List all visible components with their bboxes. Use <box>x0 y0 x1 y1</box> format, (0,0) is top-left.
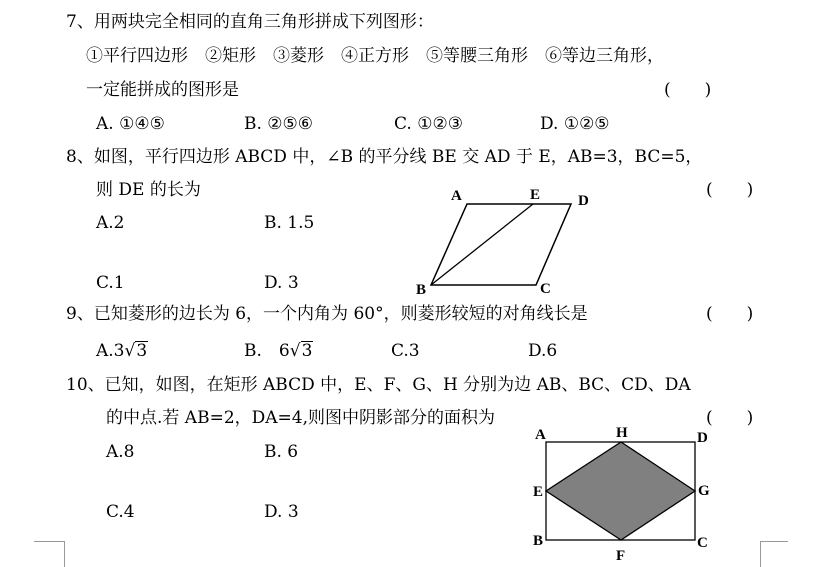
q7-stem: 7、用两块完全相同的直角三角形拼成下列图形： <box>66 12 434 32</box>
q8-option-a: A.2 <box>96 213 125 233</box>
q10-answer-paren: ( ) <box>706 408 754 428</box>
q10-label-h: H <box>616 425 628 441</box>
q9-option-b-prefix: B. 6 <box>244 341 290 361</box>
q9-stem: 9、已知菱形的边长为 6，一个内角为 60°，则菱形较短的对角线长是 <box>66 304 588 324</box>
q8-stem: 8、如图，平行四边形 ABCD 中，∠B 的平分线 BE 交 AD 于 E，AB=3，BC=5， <box>66 147 703 167</box>
page-corner-mark-right <box>760 541 789 567</box>
q7-option-a: A. ①④⑤ <box>96 114 165 134</box>
q8-label-a: A <box>451 188 462 204</box>
q10-stem: 10、已知，如图，在矩形 ABCD 中，E、F、G、H 分别为边 AB、BC、CD、DA <box>66 375 691 395</box>
shaded-rhombus-efgh <box>546 442 695 540</box>
q8-label-e: E <box>530 187 541 203</box>
q10-label-b: B <box>533 533 544 549</box>
q10-option-a: A.8 <box>106 442 135 462</box>
q8-label-d: D <box>578 193 589 209</box>
q9-answer-paren: ( ) <box>706 304 754 324</box>
q9-option-b-radicand: 3 <box>301 341 313 361</box>
page-corner-mark-right-top <box>760 541 788 542</box>
q8-label-c: C <box>540 281 551 297</box>
q9-option-c: C.3 <box>391 341 420 361</box>
page-corner-mark-left-top <box>34 541 64 542</box>
q10-ask: 的中点.若 AB=2，DA=4,则图中阴影部分的面积为 <box>106 408 496 428</box>
q7-ask: 一定能拼成的图形是 <box>86 80 239 100</box>
q8-option-c: C.1 <box>96 273 125 293</box>
sqrt-sign-icon: √ <box>124 341 136 361</box>
q7-answer-paren: ( ) <box>664 80 712 100</box>
q7-option-d: D. ①②⑤ <box>540 114 610 134</box>
q10-option-d: D. 3 <box>264 502 299 522</box>
q9-option-a-radicand: 3 <box>136 341 148 361</box>
q10-label-c: C <box>697 535 708 551</box>
q9-option-d: D.6 <box>528 341 558 361</box>
q8-option-b: B. 1.5 <box>264 213 315 233</box>
q8-answer-paren: ( ) <box>706 180 754 200</box>
q10-label-e: E <box>533 484 544 500</box>
q10-option-b: B. 6 <box>264 442 299 462</box>
q7-option-c: C. ①②③ <box>394 114 463 134</box>
q10-label-d: D <box>697 430 708 446</box>
sqrt-sign-icon: √ <box>289 341 301 361</box>
q9-option-a-prefix: A.3 <box>96 341 125 361</box>
q7-shape-list: ①平行四边形 ②矩形 ③菱形 ④正方形 ⑤等腰三角形 ⑥等边三角形， <box>86 46 664 66</box>
q8-option-d: D. 3 <box>264 273 299 293</box>
q10-label-g: G <box>698 483 710 499</box>
page-corner-mark-left <box>34 541 65 567</box>
q8-ask: 则 DE 的长为 <box>96 180 201 200</box>
q8-label-b: B <box>416 282 427 298</box>
q10-option-c: C.4 <box>106 502 135 522</box>
q7-option-b: B. ②⑤⑥ <box>244 114 314 134</box>
q10-label-f: F <box>616 548 626 564</box>
q10-label-a: A <box>535 427 546 443</box>
